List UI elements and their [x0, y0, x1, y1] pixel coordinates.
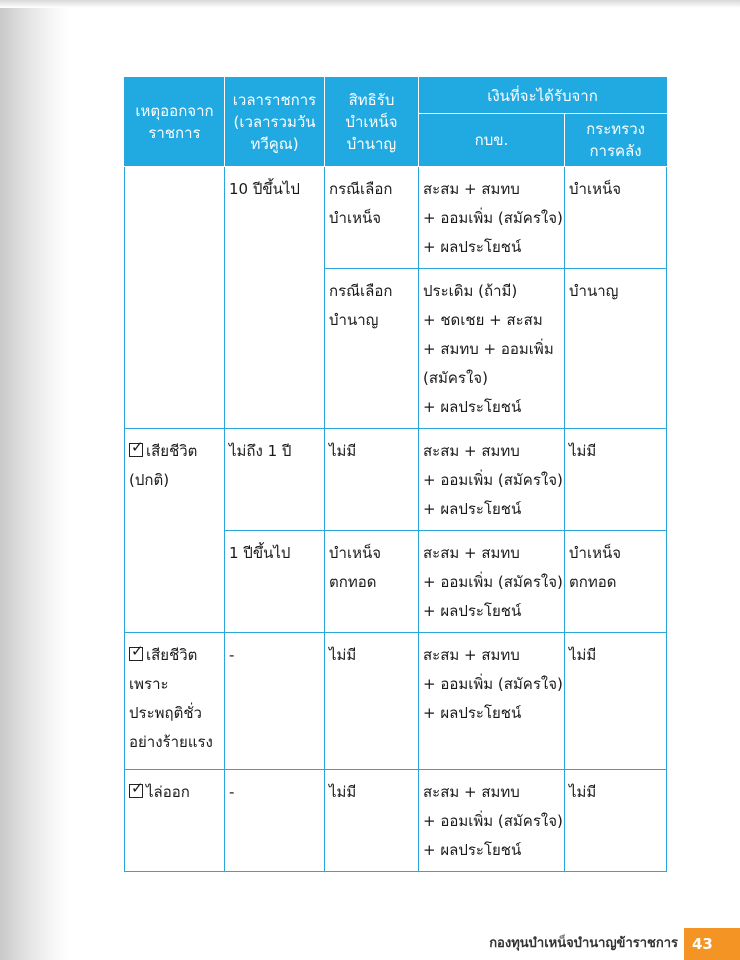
entitlement-cell: ไม่มี: [325, 633, 419, 770]
entitlement-cell: ไม่มี: [325, 429, 419, 531]
header-gpf: กบข.: [419, 114, 565, 167]
checkbox-checked-icon: [129, 647, 143, 661]
service-cell: ไม่ถึง 1 ปี: [225, 429, 325, 531]
table-row: [125, 633, 667, 770]
entitlement-cell: บำเหน็จ ตกทอด: [325, 531, 419, 633]
header-service-time: เวลาราชการ (เวลารวมวัน ทวีคูณ): [225, 78, 325, 167]
page-fold-shadow: [0, 0, 70, 960]
reason-cell: ✓เสียชีวิต (ปกติ): [125, 429, 225, 633]
entitlement-cell: ไม่มี: [325, 770, 419, 872]
mof-cell: ไม่มี: [565, 633, 667, 770]
reason-cell: ✓ไล่ออก: [125, 770, 225, 872]
service-cell: 1 ปีขึ้นไป: [225, 531, 325, 633]
benefits-table: [124, 77, 667, 872]
mof-cell: ไม่มี: [565, 429, 667, 531]
mof-cell: บำนาญ: [565, 269, 667, 429]
service-cell: -: [225, 633, 325, 770]
mof-cell: บำเหน็จ: [565, 167, 667, 269]
reason-cell: ✓เสียชีวิต เพราะ ประพฤติชั่ว อย่างร้ายแรง: [125, 633, 225, 770]
header-ministry-of-finance: กระทรวง การคลัง: [565, 114, 667, 167]
gpf-cell: สะสม + สมทบ + ออมเพิ่ม (สมัครใจ) + ผลประโยชน์: [419, 633, 565, 770]
service-cell: -: [225, 770, 325, 872]
header-entitlement: สิทธิรับ บำเหน็จ บำนาญ: [325, 78, 419, 167]
gpf-cell: สะสม + สมทบ + ออมเพิ่ม (สมัครใจ) + ผลประโยชน์: [419, 429, 565, 531]
checkbox-checked-icon: [129, 443, 143, 457]
table-row: [125, 167, 667, 269]
page-number: 43: [684, 928, 740, 960]
table-row: [125, 429, 667, 531]
reason-cell: [125, 167, 225, 429]
gpf-cell: สะสม + สมทบ + ออมเพิ่ม (สมัครใจ) + ผลประโยชน์: [419, 167, 565, 269]
entitlement-cell: กรณีเลือก บำนาญ: [325, 269, 419, 429]
footer-publisher: กองทุนบำเหน็จบำนาญข้าราชการ: [489, 936, 678, 951]
checkbox-checked-icon: [129, 784, 143, 798]
entitlement-cell: กรณีเลือก บำเหน็จ: [325, 167, 419, 269]
mof-cell: ไม่มี: [565, 770, 667, 872]
header-reason: เหตุออกจาก ราชการ: [125, 78, 225, 167]
gpf-cell: ประเดิม (ถ้ามี) + ชดเชย + สะสม + สมทบ + ออมเพิ่ม (สมัครใจ) + ผลประโยชน์: [419, 269, 565, 429]
header-money-from: เงินที่จะได้รับจาก: [419, 78, 667, 114]
page-top-shadow: [0, 0, 740, 8]
mof-cell: บำเหน็จ ตกทอด: [565, 531, 667, 633]
gpf-cell: สะสม + สมทบ + ออมเพิ่ม (สมัครใจ) + ผลประโยชน์: [419, 531, 565, 633]
table-row: [125, 770, 667, 872]
gpf-cell: สะสม + สมทบ + ออมเพิ่ม (สมัครใจ) + ผลประโยชน์: [419, 770, 565, 872]
service-cell: 10 ปีขึ้นไป: [225, 167, 325, 429]
